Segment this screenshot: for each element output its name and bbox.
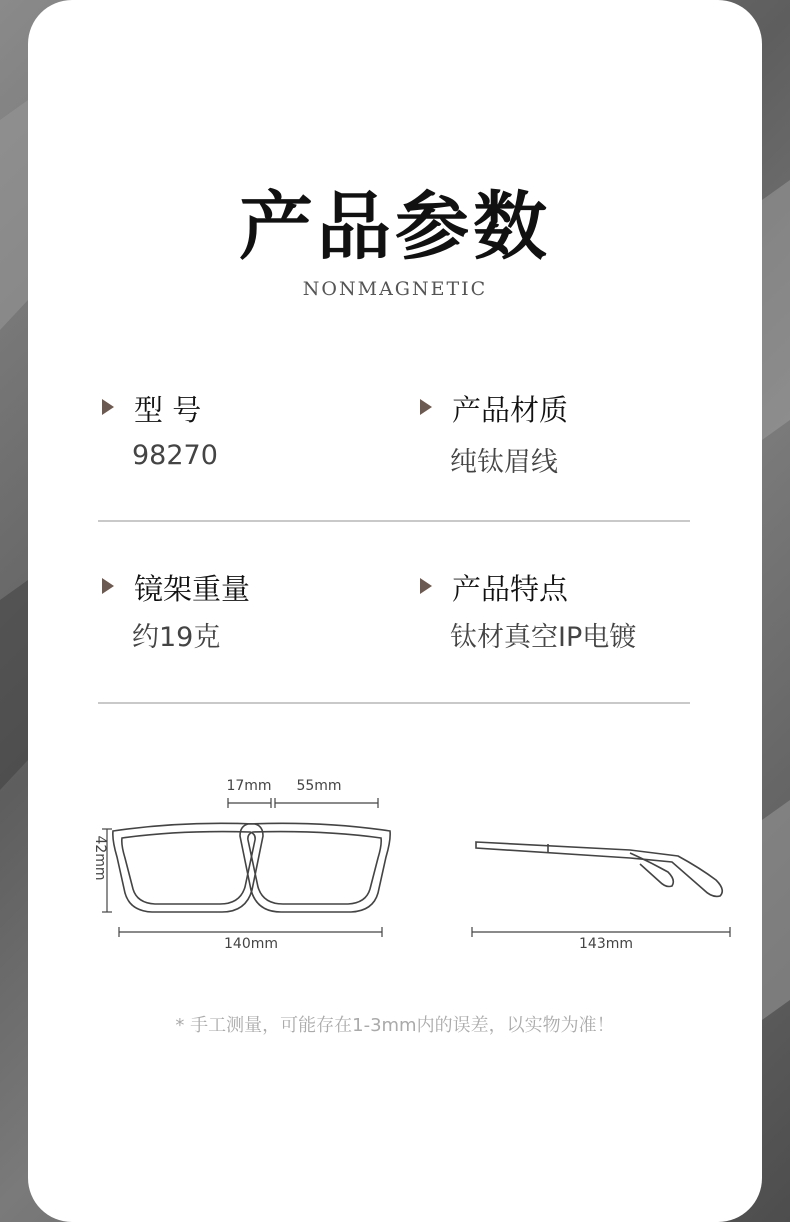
measurement-note: * 手工测量，可能存在1-3mm内的误差，以实物为准！	[175, 1015, 615, 1036]
spec-label: 产品特点	[452, 572, 569, 606]
spec-label: 镜架重量	[134, 572, 251, 606]
temple-length-dimension-label: 143mm	[579, 936, 633, 952]
triangle-bullet-icon	[420, 578, 432, 594]
spec-label: 型 号	[134, 393, 202, 427]
divider	[98, 702, 690, 704]
frame-width-dimension-label: 140mm	[224, 936, 278, 952]
spec-value: 纯钛眉线	[450, 447, 558, 478]
spec-value: 钛材真空IP电镀	[450, 622, 637, 653]
spec-value: 98270	[132, 440, 218, 471]
page-title: 产品参数	[239, 184, 551, 270]
page-subtitle: NONMAGNETIC	[302, 278, 488, 300]
lens-height-dimension-label: 42mm	[92, 835, 108, 881]
spec-label: 产品材质	[452, 393, 569, 427]
triangle-bullet-icon	[102, 399, 114, 415]
bridge-dimension-label: 17mm	[226, 778, 272, 794]
divider	[98, 520, 690, 522]
spec-value: 约19克	[132, 622, 221, 653]
lens-width-dimension-label: 55mm	[296, 778, 342, 794]
triangle-bullet-icon	[420, 399, 432, 415]
triangle-bullet-icon	[102, 578, 114, 594]
